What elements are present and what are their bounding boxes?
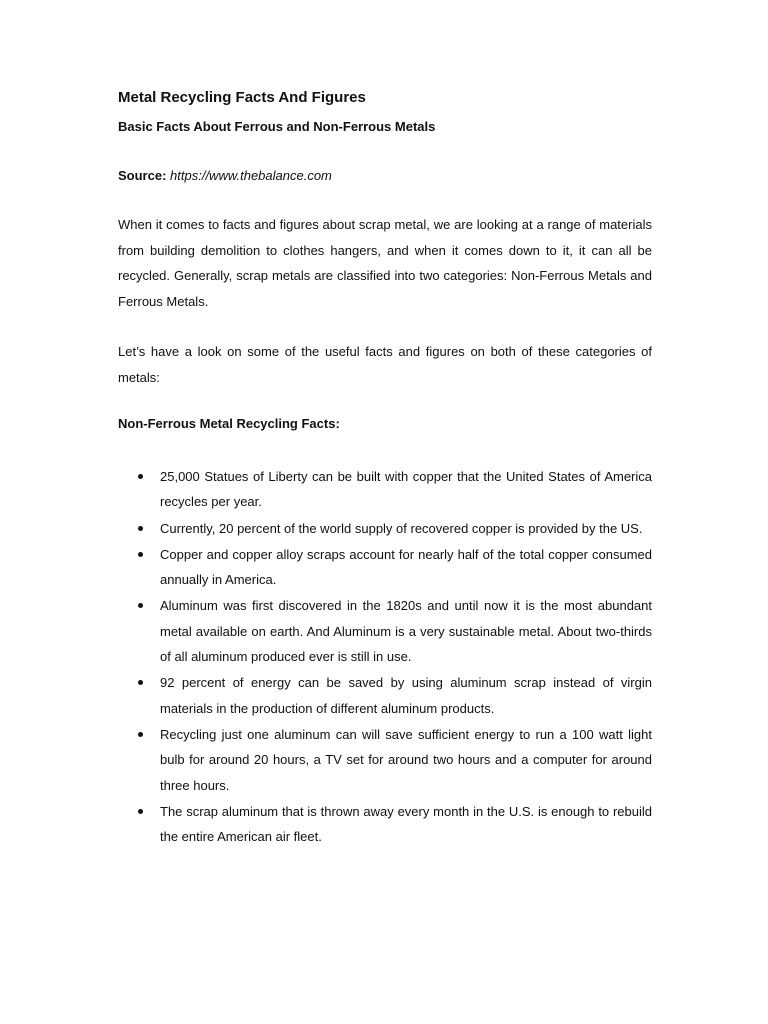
non-ferrous-facts-list xyxy=(118,464,652,849)
bullet-icon xyxy=(138,809,143,814)
list-item-text: Currently, 20 percent of the world supply of recovered copper is provided by the US. xyxy=(160,520,643,536)
list-item xyxy=(118,670,652,721)
list-item-text: Recycling just one aluminum can will save sufficient energy to run a 100 watt light bulb for around 20 hours, a TV set for around two hours and a computer for around three hours. xyxy=(160,726,652,793)
list-item xyxy=(118,722,652,798)
list-item-text: The scrap aluminum that is thrown away every month in the U.S. is enough to rebuild the entire American air fleet. xyxy=(160,803,652,845)
bullet-icon xyxy=(138,474,143,479)
list-item xyxy=(118,516,652,541)
list-item-text: Copper and copper alloy scraps account for nearly half of the total copper consumed annually in America. xyxy=(160,546,652,588)
list-item xyxy=(118,464,652,515)
bullet-icon xyxy=(138,526,143,531)
list-item-text: 92 percent of energy can be saved by using aluminum scrap instead of virgin materials in the production of different aluminum products. xyxy=(160,675,652,716)
source-line xyxy=(118,166,652,186)
document-title: Metal Recycling Facts And Figures xyxy=(118,89,366,106)
list-item xyxy=(118,799,652,850)
section-heading-non-ferrous: Non-Ferrous Metal Recycling Facts: xyxy=(118,416,340,431)
list-item xyxy=(118,593,652,669)
list-item xyxy=(118,542,652,593)
lead-in-paragraph: Let’s have a look on some of the useful facts and figures on both of these categories of metals: xyxy=(118,344,652,385)
source-label: Source: xyxy=(118,168,167,183)
bullet-icon xyxy=(138,680,143,685)
list-item-text: Aluminum was first discovered in the 1820s and until now it is the most abundant metal available on earth. And Aluminum is a very sustainable metal. About two-thirds of all aluminum produced ever is still in use. xyxy=(160,598,652,665)
list-item-text: 25,000 Statues of Liberty can be built with copper that the United States of America recycles per year. xyxy=(160,469,652,510)
intro-paragraph: When it comes to facts and figures about scrap metal, we are looking at a range of materials from building demolition to clothes hangers, and when it comes down to it, it can all be recycled. Generally, scrap metals are classified into two categories: Non-Ferrous Metals and Ferrous Metals. xyxy=(118,217,652,309)
bullet-icon xyxy=(138,552,143,557)
source-url: https://www.thebalance.com xyxy=(170,168,332,183)
bullet-icon xyxy=(138,603,143,608)
document-subtitle: Basic Facts About Ferrous and Non-Ferrous Metals xyxy=(118,119,436,134)
bullet-icon xyxy=(138,732,143,737)
